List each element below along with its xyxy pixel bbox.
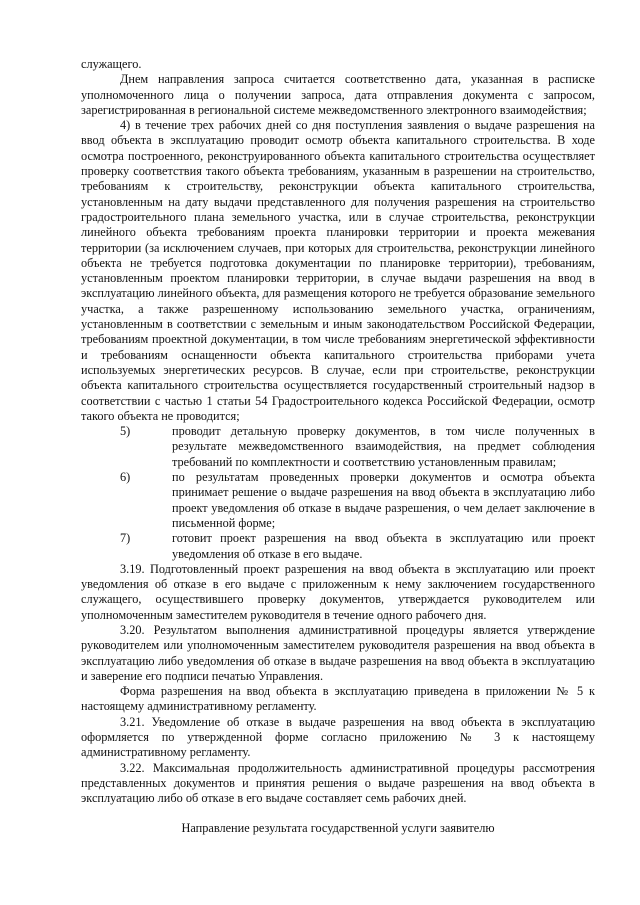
paragraph-3-21: 3.21. Уведомление об отказе в выдаче разрешения на ввод объекта в эксплуатацию оформляется по утвержденной форме согласно приложению № 3 к настоящему административному регламенту. [81,714,595,760]
section-heading: Направление результата государственной услуги заявителю [181,820,495,835]
paragraph-form-note: Форма разрешения на ввод объекта в эксплуатацию приведена в приложении № 5 к настоящему административному регламенту. [81,684,595,714]
item-text: готовит проект разрешения на ввод объекта в эксплуатацию или проект уведомления об отказе в его выдаче. [172,531,595,561]
paragraph-item-6 [81,470,595,531]
item-number: 6) [120,470,131,485]
item-number: 7) [120,531,131,546]
paragraph-3-19: 3.19. Подготовленный проект разрешения на ввод объекта в эксплуатацию или проект уведомления об отказе в его выдаче с приложенным к нему заключением государственного служащего, осуществившего проверку документов, утверждается руководителем или уполномоченным заместителем руководителя в течение одного рабочего дня. [81,561,595,622]
paragraph-item-4: 4) в течение трех рабочих дней со дня поступления заявления о выдаче разрешения на ввод объекта в эксплуатацию проводит осмотр объекта капитального строительства. В ходе осмотра построенного, реконструированного объекта капитального строительства осуществляет проверку соответствия такого объекта требованиям, указанным в разрешении на строительство, требованиям к строительству, реконструкции объекта капитального строительства, установленным на дату выдачи представленного для получения разрешения на строительство градостроительного плана земельного участка, или в случае строительства, реконструкции линейного объекта требованиям проекта планировки территории и проекта межевания территории (за исключением случаев, при которых для строительства, реконструкции линейного объекта не требуется подготовка документации по планировке территории), требованиям, установленным проектом планировки территории, в случае выдачи разрешения на ввод в эксплуатацию линейного объекта, для размещения которого не требуется образование земельного участка, а также разрешенному использованию земельного участка, ограничениям, установленным в соответствии с земельным и иным законодательством Российской Федерации, требованиям проектной документации, в том числе требованиям энергетической эффективности и требованиям оснащенности объекта капитального строительства приборами учета используемых энергетических ресурсов. В случае, если при строительстве, реконструкции объекта капитального строительства осуществляется государственный строительный надзор в соответствии с частью 1 статьи 54 Градостроительного кодекса Российской Федерации, осмотр такого объекта не проводится; [81,118,595,423]
paragraph-continuation: служащего. [81,57,142,71]
document-page [81,57,595,836]
paragraph-item-7 [81,531,595,562]
paragraph-item-5 [81,424,595,470]
paragraph-request-date: Днем направления запроса считается соответственно дата, указанная в расписке уполномоченного лица о получении запроса, дата отправления документа с запросом, зарегистрированная в региональной системе межведомственного электронного взаимодействия; [81,72,595,117]
paragraph-3-20: 3.20. Результатом выполнения административной процедуры является утверждение руководителем или уполномоченным заместителем руководителя разрешения на ввод объекта в эксплуатацию либо уведомления об отказе в выдаче разрешения на ввод объекта в эксплуатацию и заверение его подписи печатью Управления. [81,622,595,683]
item-text: по результатам проведенных проверки документов и осмотра объекта принимает решение о выдаче разрешения на ввод объекта в эксплуатацию либо проект уведомления об отказе в выдаче разрешения, о чем делает заключение в письменной форме; [172,470,595,530]
paragraph-3-22: 3.22. Максимальная продолжительность административной процедуры рассмотрения представленных документов и принятия решения о выдаче разрешения на ввод объекта в эксплуатацию либо об отказе в его выдаче составляет семь рабочих дней. [81,760,595,806]
item-number: 5) [120,424,131,439]
item-text: проводит детальную проверку документов, в том числе полученных в результате межведомственного взаимодействия, на предмет соблюдения требований по комплектности и соответствию установленным правилам; [172,424,595,469]
